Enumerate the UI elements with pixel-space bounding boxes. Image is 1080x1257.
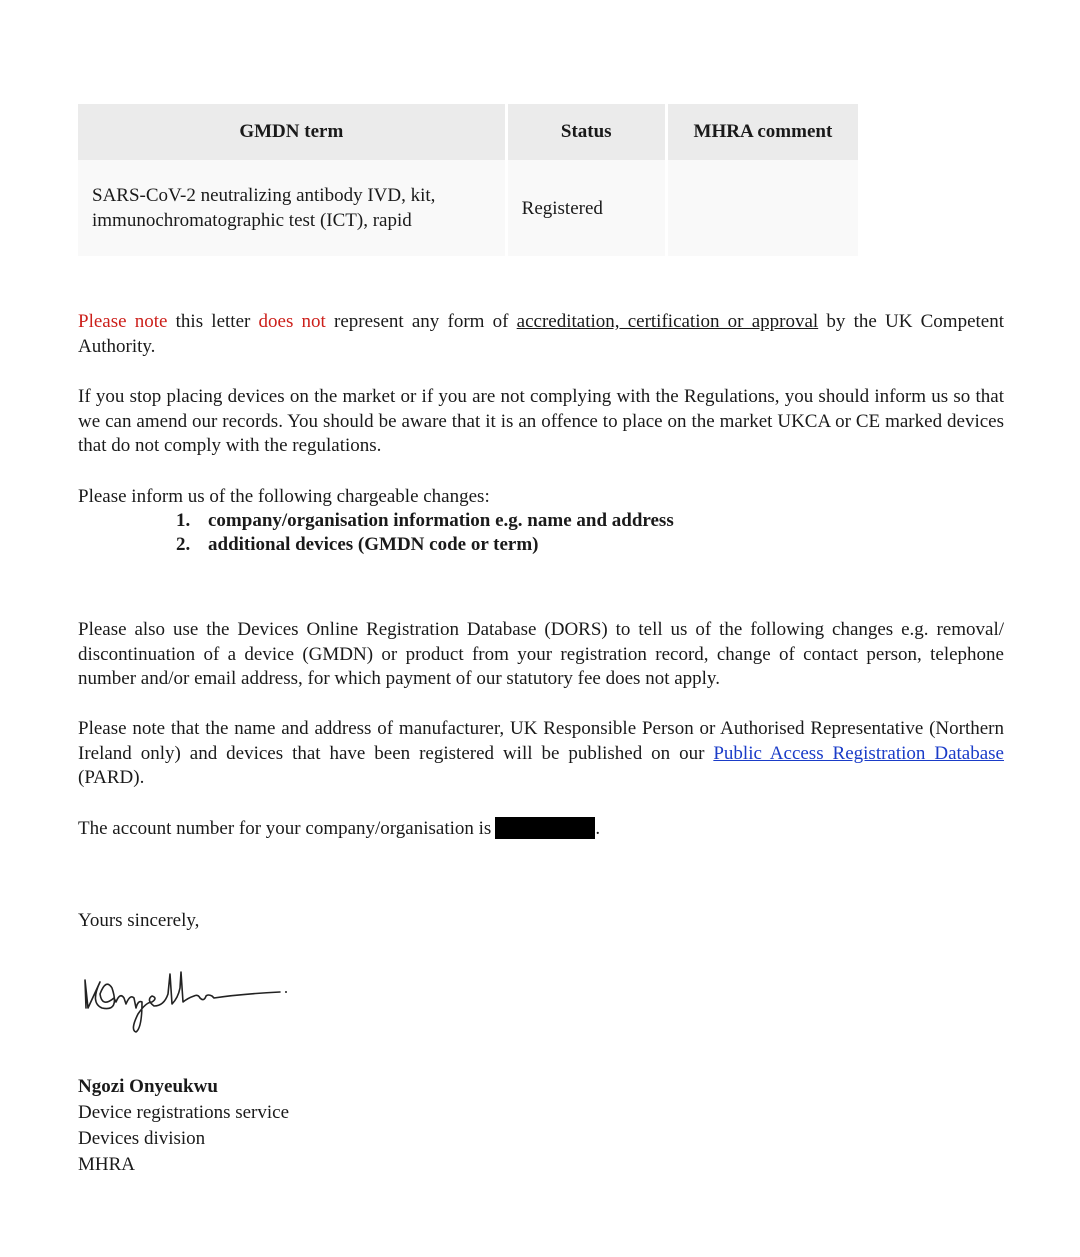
registration-table	[78, 104, 858, 256]
mhra-comment-cell	[668, 160, 858, 256]
list-item-text: company/organisation information e.g. name and address	[208, 510, 674, 531]
pard-link[interactable]: Public Access Registration Database	[713, 742, 1004, 764]
table-row	[78, 160, 858, 256]
signatory-service: Device registrations service	[78, 1102, 290, 1123]
list-item	[176, 509, 674, 533]
gmdn-term-line-1: SARS-CoV-2 neutralizing antibody IVD, kit,	[92, 185, 436, 206]
signoff-block	[78, 1074, 289, 1178]
note-text-2: represent any form of	[325, 311, 517, 332]
handwritten-signature	[80, 968, 290, 1043]
signatory-organisation: MHRA	[78, 1154, 136, 1175]
list-item-text: additional devices (GMDN code or term)	[208, 534, 539, 555]
note-text-1: this letter	[167, 311, 259, 332]
publish-text: Please note that the name and address of manufacturer, UK Responsible Person or Authorised Representative (Northern Ireland only) and devices that have been registered will be published on our	[78, 718, 1004, 764]
accreditation-note	[78, 310, 1004, 359]
list-item	[176, 533, 674, 557]
column-header-mhra-comment: MHRA comment	[668, 104, 858, 160]
account-number-paragraph	[78, 817, 1004, 842]
account-number-text: The account number for your company/organisation is	[78, 818, 492, 839]
signatory-name: Ngozi Onyeukwu	[78, 1076, 218, 1097]
closing-text: Yours sincerely,	[78, 910, 200, 931]
gmdn-term-line-2: immunochromatographic test (ICT), rapid	[92, 210, 412, 231]
list-item-number: 1.	[176, 510, 191, 531]
signatory-division: Devices division	[78, 1128, 206, 1149]
publish-paragraph	[78, 717, 1004, 791]
table-header-row	[78, 104, 858, 160]
note-text-3: by the UK Competent Authority.	[78, 311, 1005, 357]
dors-paragraph: Please also use the Devices Online Registration Database (DORS) to tell us of the following changes e.g. removal/ discontinuation of a device (GMDN) or product from your registration record, change of contact person, telephone number and/or email address, for which payment of our statutory fee does not apply.	[78, 619, 1004, 689]
account-number-end: .	[595, 818, 601, 839]
gmdn-term-cell	[78, 160, 508, 256]
publish-suffix: (PARD).	[78, 767, 145, 788]
please-note-text: Please note	[78, 311, 168, 332]
chargeable-changes-intro: Please inform us of the following chargeable changes:	[78, 486, 490, 507]
column-header-status: Status	[508, 104, 668, 160]
stop-placing-paragraph: If you stop placing devices on the market or if you are not complying with the Regulations, you should inform us so that we can amend our records. You should be aware that it is an offence to place on the market UKCA or CE marked devices that do not comply with the regulations.	[78, 386, 1004, 456]
list-item-number: 2.	[176, 534, 191, 555]
redacted-account-number	[495, 817, 595, 839]
accreditation-underlined-text: accreditation, certification or approval	[516, 311, 819, 332]
does-not-text: does not	[258, 311, 326, 332]
column-header-gmdn-term: GMDN term	[78, 104, 508, 160]
chargeable-changes-list	[176, 509, 674, 557]
status-cell: Registered	[508, 160, 668, 256]
